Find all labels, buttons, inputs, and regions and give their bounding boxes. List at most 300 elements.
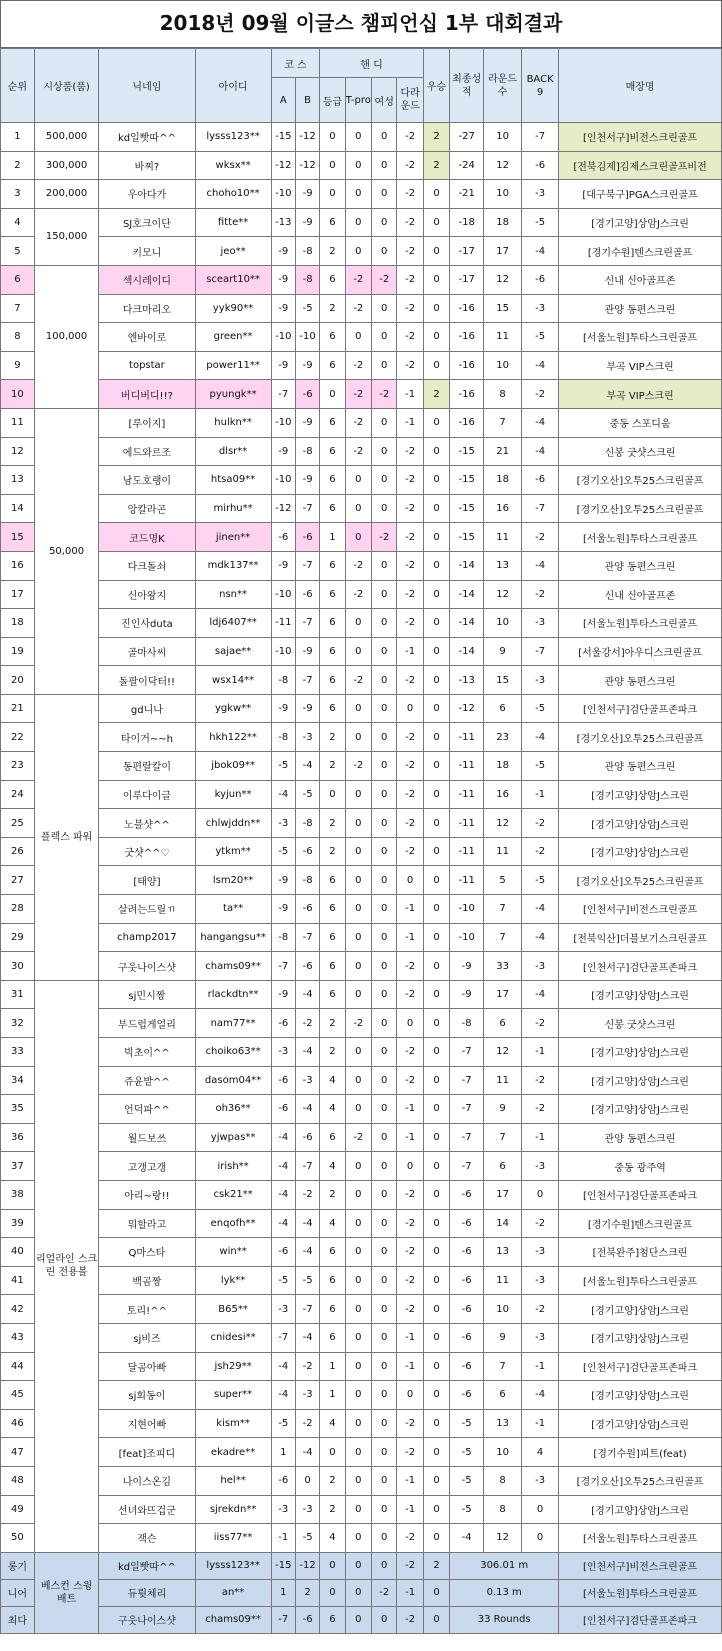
grade-cell: 2	[320, 809, 345, 838]
multi-round-cell: -1	[397, 923, 423, 952]
nickname-cell: champ2017	[99, 923, 195, 952]
win-cell: 0	[423, 580, 449, 609]
back9-cell: -3	[522, 1238, 559, 1267]
store-cell: [전북완주]첨단스크린	[559, 1238, 722, 1267]
rank-cell: 32	[1, 1009, 35, 1038]
win-cell: 2	[423, 1552, 449, 1579]
course-a-cell: -7	[271, 952, 295, 981]
course-a-cell: -9	[271, 895, 295, 924]
women-cell: 0	[372, 151, 397, 180]
grade-cell: 2	[320, 1466, 345, 1495]
course-b-cell: -9	[295, 408, 319, 437]
multi-round-cell: -2	[397, 323, 423, 352]
final-score-cell: -11	[450, 752, 484, 781]
women-cell: 0	[372, 1266, 397, 1295]
final-score-cell: -16	[450, 408, 484, 437]
course-a-cell: -6	[271, 1066, 295, 1095]
grade-cell: 0	[320, 780, 345, 809]
multi-round-cell: -2	[397, 952, 423, 981]
course-b-cell: -3	[295, 1381, 319, 1410]
store-cell: [경기고양]상암J스크린	[559, 1295, 722, 1324]
store-cell: [인천서구]검단골프존파크	[559, 1606, 722, 1633]
course-a-cell: -8	[271, 923, 295, 952]
course-a-cell: -10	[271, 580, 295, 609]
tpro-cell: 0	[345, 1579, 371, 1606]
win-cell: 0	[423, 866, 449, 895]
win-cell: 0	[423, 265, 449, 294]
multi-round-cell: -2	[397, 1295, 423, 1324]
win-cell: 0	[423, 351, 449, 380]
tpro-cell: 0	[345, 1238, 371, 1267]
multi-round-cell: -1	[397, 895, 423, 924]
store-cell: [인천서구]비전스크린골프	[559, 1552, 722, 1579]
women-cell: 0	[372, 1009, 397, 1038]
id-cell: power11**	[195, 351, 271, 380]
table-row	[1, 580, 722, 609]
rounds-cell: 9	[484, 1323, 522, 1352]
women-cell: 0	[372, 208, 397, 237]
rounds-cell: 6	[484, 694, 522, 723]
rounds-cell: 7	[484, 1123, 522, 1152]
rounds-cell: 11	[484, 837, 522, 866]
women-cell: 0	[372, 1438, 397, 1467]
tpro-cell: 0	[345, 180, 371, 209]
tpro-cell: 0	[345, 1038, 371, 1067]
course-a-cell: -5	[271, 1409, 295, 1438]
win-cell: 0	[423, 609, 449, 638]
course-a-cell: -9	[271, 265, 295, 294]
final-score-cell: -9	[450, 980, 484, 1009]
final-score-cell: -9	[450, 952, 484, 981]
id-cell: oh36**	[195, 1095, 271, 1124]
final-score-cell: -14	[450, 580, 484, 609]
rank-cell: 30	[1, 952, 35, 981]
id-cell: choho10**	[195, 180, 271, 209]
course-b-cell: -6	[295, 580, 319, 609]
store-cell: [인천서구]검단골프존파크	[559, 952, 722, 981]
nickname-cell: 코드명K	[99, 523, 195, 552]
tpro-cell: -2	[345, 437, 371, 466]
tpro-cell: 0	[345, 466, 371, 495]
table-row	[1, 466, 722, 495]
rounds-cell: 13	[484, 551, 522, 580]
id-cell: B65**	[195, 1295, 271, 1324]
grade-cell: 0	[320, 123, 345, 152]
rank-cell: 41	[1, 1266, 35, 1295]
store-cell: [경기오산]오투25스크린골프	[559, 466, 722, 495]
course-a-cell: -6	[271, 523, 295, 552]
final-score-cell: -11	[450, 809, 484, 838]
rank-cell: 2	[1, 151, 35, 180]
nickname-cell: 버디버디!!?	[99, 380, 195, 409]
women-cell: 0	[372, 895, 397, 924]
course-b-cell: -9	[295, 351, 319, 380]
rank-cell: 12	[1, 437, 35, 466]
grade-cell: 1	[320, 523, 345, 552]
back9-cell: -5	[522, 323, 559, 352]
store-cell: [경기수원]텐스크린골프	[559, 237, 722, 266]
store-cell: [경기고양]상암J스크린	[559, 1381, 722, 1410]
id-cell: chams09**	[195, 1606, 271, 1633]
rounds-cell: 6	[484, 1152, 522, 1181]
course-a-cell: -13	[271, 208, 295, 237]
grade-cell: 2	[320, 237, 345, 266]
id-cell: ldj6407**	[195, 609, 271, 638]
grade-cell: 6	[320, 637, 345, 666]
table-row	[1, 1123, 722, 1152]
tpro-cell: -2	[345, 294, 371, 323]
rounds-cell: 7	[484, 923, 522, 952]
rounds-cell: 18	[484, 752, 522, 781]
back9-cell: -2	[522, 837, 559, 866]
final-score-cell: -6	[450, 1209, 484, 1238]
rounds-cell: 10	[484, 180, 522, 209]
course-a-cell: -4	[271, 780, 295, 809]
win-cell: 0	[423, 1409, 449, 1438]
table-row	[1, 523, 722, 552]
rounds-cell: 9	[484, 1095, 522, 1124]
grade-cell: 6	[320, 1295, 345, 1324]
back9-cell: -1	[522, 1038, 559, 1067]
store-cell: [서울강서]아우디스크린골프	[559, 637, 722, 666]
rank-cell: 21	[1, 694, 35, 723]
grade-cell: 4	[320, 1152, 345, 1181]
rounds-cell: 13	[484, 1238, 522, 1267]
grade-cell: 2	[320, 1009, 345, 1038]
course-a-cell: -3	[271, 1295, 295, 1324]
win-cell: 0	[423, 494, 449, 523]
id-cell: enqofh**	[195, 1209, 271, 1238]
multi-round-cell: -2	[397, 723, 423, 752]
rank-cell: 39	[1, 1209, 35, 1238]
store-cell: 관양 동편스크린	[559, 666, 722, 695]
rounds-cell: 33	[484, 952, 522, 981]
course-b-cell: -5	[295, 1524, 319, 1553]
multi-round-cell: -2	[397, 466, 423, 495]
women-cell: 0	[372, 1381, 397, 1410]
win-cell: 0	[423, 208, 449, 237]
nickname-cell: 다크마리오	[99, 294, 195, 323]
women-cell: 0	[372, 466, 397, 495]
course-a-cell: -1	[271, 1524, 295, 1553]
course-b-cell: -8	[295, 265, 319, 294]
multi-round-cell: 0	[397, 1152, 423, 1181]
back9-cell: -4	[522, 980, 559, 1009]
course-b-cell: -6	[295, 1606, 319, 1633]
rounds-cell: 12	[484, 1038, 522, 1067]
table-row	[1, 923, 722, 952]
prize-cell: 50,000	[34, 408, 98, 694]
nickname-cell: 백곰짱	[99, 1266, 195, 1295]
table-row	[1, 1038, 722, 1067]
win-cell: 0	[423, 294, 449, 323]
grade-cell: 6	[320, 980, 345, 1009]
win-cell: 0	[423, 237, 449, 266]
id-cell: csk21**	[195, 1180, 271, 1209]
rounds-cell: 8	[484, 1466, 522, 1495]
win-cell: 0	[423, 466, 449, 495]
tpro-cell: 0	[345, 637, 371, 666]
back9-cell: -2	[522, 523, 559, 552]
id-cell: super**	[195, 1381, 271, 1410]
course-b-cell: -6	[295, 895, 319, 924]
results-table	[0, 48, 722, 1634]
final-score-cell: -4	[450, 1524, 484, 1553]
course-a-cell: -9	[271, 694, 295, 723]
nickname-cell: 앙칼라곤	[99, 494, 195, 523]
store-cell: 관양 동편스크린	[559, 1123, 722, 1152]
final-score-cell: -14	[450, 551, 484, 580]
back9-cell: -4	[522, 351, 559, 380]
rounds-cell: 8	[484, 1495, 522, 1524]
course-a-cell: -7	[271, 1323, 295, 1352]
grade-cell: 6	[320, 694, 345, 723]
nickname-cell: 노블샷^^	[99, 809, 195, 838]
rounds-cell: 6	[484, 1009, 522, 1038]
tpro-cell: -2	[345, 666, 371, 695]
rank-cell: 22	[1, 723, 35, 752]
course-a-cell: -4	[271, 1152, 295, 1181]
id-cell: fitte**	[195, 208, 271, 237]
win-cell: 0	[423, 1381, 449, 1410]
final-score-cell: -6	[450, 1381, 484, 1410]
course-a-cell: -6	[271, 1238, 295, 1267]
win-cell: 0	[423, 1038, 449, 1067]
rank-cell: 38	[1, 1180, 35, 1209]
women-cell: 0	[372, 1238, 397, 1267]
women-cell: 0	[372, 1123, 397, 1152]
women-cell: 0	[372, 694, 397, 723]
women-cell: 0	[372, 1466, 397, 1495]
table-row	[1, 151, 722, 180]
id-cell: irish**	[195, 1152, 271, 1181]
rounds-cell: 10	[484, 351, 522, 380]
course-b-cell: 2	[295, 1579, 319, 1606]
special-result-cell: 306.01 m	[450, 1552, 559, 1579]
win-cell: 0	[423, 780, 449, 809]
rank-cell: 19	[1, 637, 35, 666]
id-cell: hangangsu**	[195, 923, 271, 952]
women-cell: 0	[372, 1066, 397, 1095]
final-score-cell: -6	[450, 1238, 484, 1267]
rank-cell: 7	[1, 294, 35, 323]
nickname-cell: 이루다이글	[99, 780, 195, 809]
rounds-cell: 21	[484, 437, 522, 466]
special-label-cell: 롱기	[1, 1552, 35, 1579]
final-score-cell: -11	[450, 723, 484, 752]
rank-cell: 31	[1, 980, 35, 1009]
nickname-cell: 우아다가	[99, 180, 195, 209]
course-b-cell: -7	[295, 1295, 319, 1324]
store-cell: 부곡 VIP스크린	[559, 380, 722, 409]
grade-cell: 4	[320, 1066, 345, 1095]
id-cell: wksx**	[195, 151, 271, 180]
nickname-cell: kd일빳따^^	[99, 1552, 195, 1579]
women-cell: 0	[372, 609, 397, 638]
multi-round-cell: -2	[397, 237, 423, 266]
course-a-cell: -10	[271, 637, 295, 666]
back9-cell: -3	[522, 180, 559, 209]
final-score-cell: -6	[450, 1295, 484, 1324]
back9-cell: 0	[522, 1524, 559, 1553]
course-b-cell: -6	[295, 523, 319, 552]
course-b-cell: -4	[295, 1038, 319, 1067]
rank-cell: 37	[1, 1152, 35, 1181]
header-rank: 순위	[1, 49, 35, 123]
nickname-cell: 바찌?	[99, 151, 195, 180]
rank-cell: 40	[1, 1238, 35, 1267]
grade-cell: 2	[320, 1495, 345, 1524]
store-cell: [경기고양]상암J스크린	[559, 837, 722, 866]
store-cell: [전북김제]김제스크린골프비전	[559, 151, 722, 180]
final-score-cell: -15	[450, 494, 484, 523]
store-cell: 관양 동편스크린	[559, 752, 722, 781]
women-cell: 0	[372, 1409, 397, 1438]
nickname-cell: 에드와르조	[99, 437, 195, 466]
grade-cell: 0	[320, 1438, 345, 1467]
store-cell: [인천서구]검단골프존파크	[559, 694, 722, 723]
multi-round-cell: -2	[397, 1209, 423, 1238]
back9-cell: -5	[522, 866, 559, 895]
multi-round-cell: -2	[397, 523, 423, 552]
rank-cell: 1	[1, 123, 35, 152]
id-cell: ta**	[195, 895, 271, 924]
win-cell: 0	[423, 666, 449, 695]
rank-cell: 27	[1, 866, 35, 895]
course-b-cell: -3	[295, 1495, 319, 1524]
win-cell: 0	[423, 1095, 449, 1124]
win-cell: 0	[423, 1266, 449, 1295]
women-cell: 0	[372, 752, 397, 781]
table-row	[1, 723, 722, 752]
rounds-cell: 8	[484, 380, 522, 409]
multi-round-cell: 0	[397, 866, 423, 895]
table-row	[1, 1266, 722, 1295]
rank-cell: 3	[1, 180, 35, 209]
final-score-cell: -16	[450, 323, 484, 352]
final-score-cell: -6	[450, 1266, 484, 1295]
tpro-cell: 0	[345, 952, 371, 981]
women-cell: 0	[372, 837, 397, 866]
course-a-cell: -4	[271, 1381, 295, 1410]
rank-cell: 43	[1, 1323, 35, 1352]
course-b-cell: -2	[295, 1409, 319, 1438]
grade-cell: 6	[320, 580, 345, 609]
course-a-cell: -4	[271, 1180, 295, 1209]
course-b-cell: -7	[295, 494, 319, 523]
id-cell: jeo**	[195, 237, 271, 266]
tpro-cell: -2	[345, 551, 371, 580]
course-b-cell: -7	[295, 666, 319, 695]
course-a-cell: -7	[271, 1606, 295, 1633]
store-cell: [경기고양]상암J스크린	[559, 780, 722, 809]
course-b-cell: -8	[295, 809, 319, 838]
rank-cell: 9	[1, 351, 35, 380]
table-row	[1, 952, 722, 981]
store-cell: [경기오산]오투25스크린골프	[559, 723, 722, 752]
id-cell: win**	[195, 1238, 271, 1267]
store-cell: [경기고양]상암J스크린	[559, 1323, 722, 1352]
final-score-cell: -16	[450, 351, 484, 380]
win-cell: 0	[423, 752, 449, 781]
rank-cell: 24	[1, 780, 35, 809]
back9-cell: -2	[522, 1095, 559, 1124]
rank-cell: 28	[1, 895, 35, 924]
tpro-cell: 0	[345, 1352, 371, 1381]
tpro-cell: 0	[345, 866, 371, 895]
win-cell: 0	[423, 323, 449, 352]
rank-cell: 25	[1, 809, 35, 838]
header-course-a: A	[271, 78, 295, 123]
win-cell: 0	[423, 1152, 449, 1181]
multi-round-cell: 0	[397, 1009, 423, 1038]
grade-cell: 6	[320, 1123, 345, 1152]
win-cell: 0	[423, 1295, 449, 1324]
id-cell: an**	[195, 1579, 271, 1606]
multi-round-cell: -2	[397, 609, 423, 638]
back9-cell: -7	[522, 637, 559, 666]
rounds-cell: 10	[484, 123, 522, 152]
course-b-cell: -2	[295, 1352, 319, 1381]
women-cell: 0	[372, 1095, 397, 1124]
table-row	[1, 1495, 722, 1524]
nickname-cell: 부드럽게얼리	[99, 1009, 195, 1038]
tpro-cell: -2	[345, 408, 371, 437]
nickname-cell: [루이지]	[99, 408, 195, 437]
women-cell: 0	[372, 637, 397, 666]
special-result-cell: 33 Rounds	[450, 1606, 559, 1633]
win-cell: 0	[423, 1466, 449, 1495]
win-cell: 0	[423, 551, 449, 580]
back9-cell: -2	[522, 1209, 559, 1238]
course-b-cell: -12	[295, 1552, 319, 1579]
rounds-cell: 17	[484, 237, 522, 266]
header-tpro: T-pro	[345, 78, 371, 123]
final-score-cell: -7	[450, 1038, 484, 1067]
grade-cell: 2	[320, 752, 345, 781]
header-back9: BACK 9	[522, 49, 559, 123]
course-a-cell: -11	[271, 609, 295, 638]
course-a-cell: -10	[271, 466, 295, 495]
win-cell: 0	[423, 437, 449, 466]
id-cell: mdk137**	[195, 551, 271, 580]
win-cell: 0	[423, 1180, 449, 1209]
course-a-cell: -3	[271, 1038, 295, 1067]
rank-cell: 5	[1, 237, 35, 266]
tpro-cell: 0	[345, 151, 371, 180]
course-a-cell: -15	[271, 123, 295, 152]
id-cell: dasom04**	[195, 1066, 271, 1095]
tpro-cell: 0	[345, 1409, 371, 1438]
course-b-cell: -12	[295, 151, 319, 180]
back9-cell: -4	[522, 437, 559, 466]
table-row	[1, 1066, 722, 1095]
grade-cell: 6	[320, 466, 345, 495]
win-cell: 0	[423, 1579, 449, 1606]
store-cell: [경기고양]상암J스크린	[559, 980, 722, 1009]
back9-cell: -3	[522, 952, 559, 981]
id-cell: lsm20**	[195, 866, 271, 895]
win-cell: 0	[423, 923, 449, 952]
nickname-cell: 토리!^^	[99, 1295, 195, 1324]
multi-round-cell: -1	[397, 1495, 423, 1524]
back9-cell: -4	[522, 408, 559, 437]
course-a-cell: -9	[271, 551, 295, 580]
table-row	[1, 123, 722, 152]
back9-cell: -5	[522, 694, 559, 723]
course-b-cell: -9	[295, 180, 319, 209]
multi-round-cell: -2	[397, 1552, 423, 1579]
